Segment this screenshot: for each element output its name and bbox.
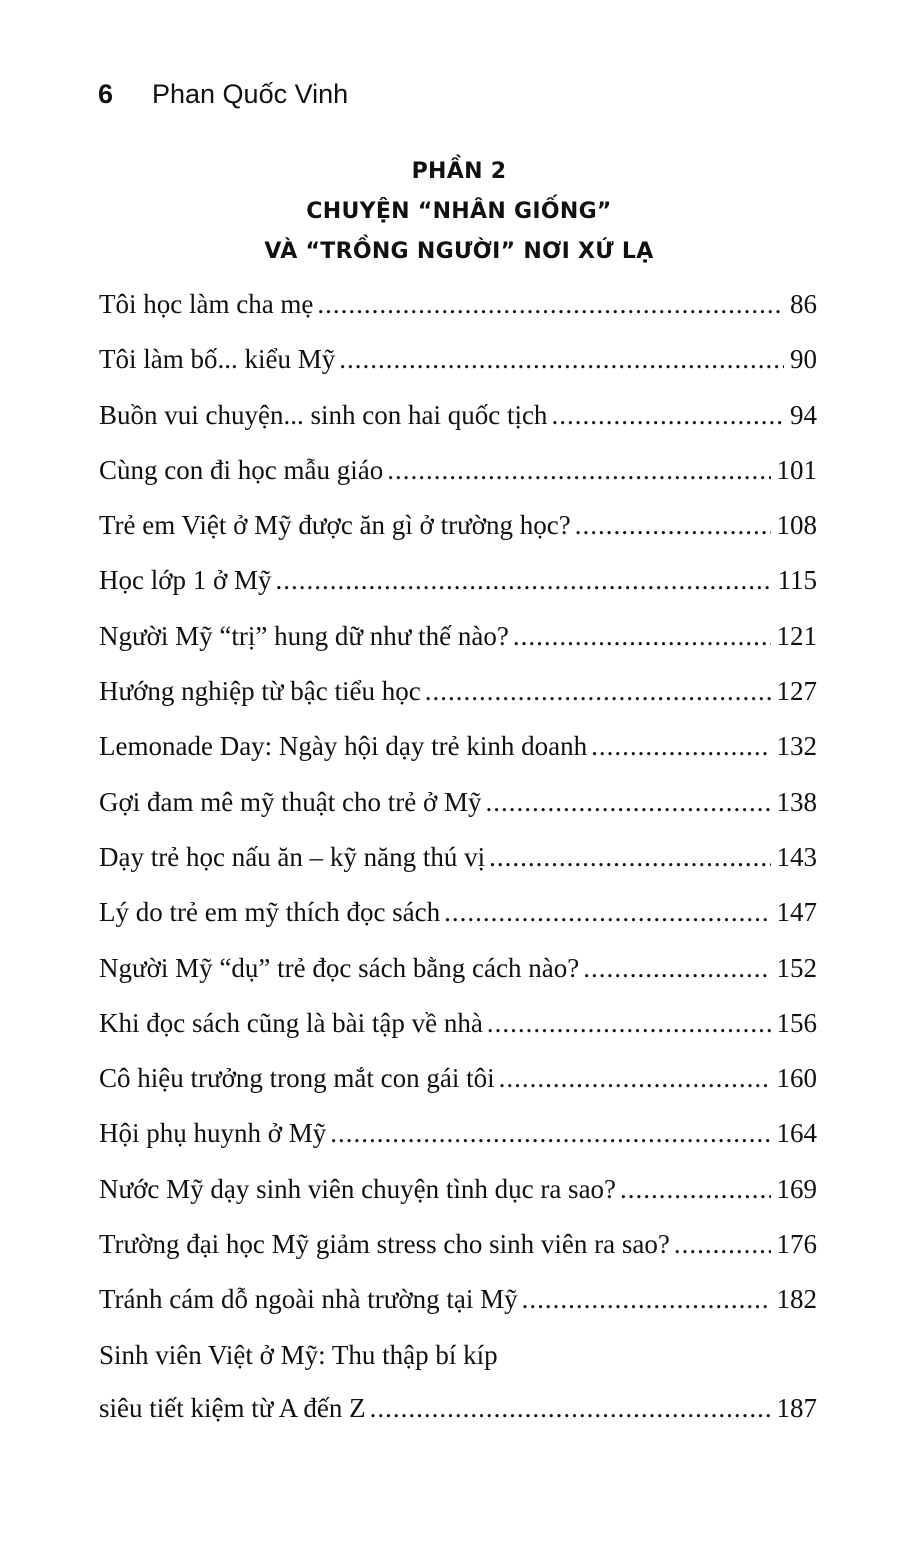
toc-entry-title: Trẻ em Việt ở Mỹ được ăn gì ở trường học?	[99, 510, 571, 541]
toc-entry	[99, 1113, 817, 1168]
dot-leader	[370, 1388, 771, 1428]
toc-entry	[99, 1224, 817, 1279]
toc-entry-title: Dạy trẻ học nấu ăn – kỹ năng thú vị	[99, 841, 486, 872]
toc-entry	[99, 395, 817, 450]
author-name: Phan Quốc Vinh	[152, 79, 349, 109]
running-head	[98, 76, 348, 112]
toc-entry-title: Buồn vui chuyện... sinh con hai quốc tịch	[99, 399, 548, 430]
toc-entry-title: Người Mỹ “dụ” trẻ đọc sách bằng cách nào?	[99, 952, 580, 983]
dot-leader	[387, 450, 770, 490]
dot-leader	[444, 892, 770, 932]
toc-entry-page: 152	[776, 952, 817, 983]
dot-leader	[513, 616, 771, 656]
dot-leader	[591, 726, 770, 766]
toc-entry	[99, 560, 817, 615]
toc-entry-page: 164	[776, 1118, 817, 1149]
toc-entry-page: 127	[776, 676, 817, 707]
dot-leader	[425, 671, 771, 711]
toc-entry	[99, 1279, 817, 1334]
toc-entry-page: 132	[776, 731, 817, 762]
table-of-contents	[99, 284, 817, 1428]
toc-entry-second-line	[99, 1388, 817, 1428]
toc-entry-title: Học lớp 1 ở Mỹ	[99, 565, 272, 596]
toc-entry-page: 147	[776, 897, 817, 928]
toc-entry	[99, 726, 817, 781]
toc-entry	[99, 450, 817, 505]
toc-entry-page: 156	[776, 1007, 817, 1038]
toc-entry-page: 143	[776, 841, 817, 872]
toc-entry-page: 94	[790, 399, 817, 430]
toc-entry-page: 182	[776, 1284, 817, 1315]
dot-leader	[583, 948, 770, 988]
toc-entry-title: Lemonade Day: Ngày hội dạy trẻ kinh doanh	[99, 731, 588, 762]
toc-entry-page: 176	[776, 1229, 817, 1260]
toc-entry-title: Trường đại học Mỹ giảm stress cho sinh viên ra sao?	[99, 1229, 670, 1260]
toc-entry-title: Gợi đam mê mỹ thuật cho trẻ ở Mỹ	[99, 786, 482, 817]
dot-leader	[522, 1279, 771, 1319]
toc-entry	[99, 671, 817, 726]
toc-entry-title: Nước Mỹ dạy sinh viên chuyện tình dục ra sao?	[99, 1173, 617, 1204]
dot-leader	[339, 339, 784, 379]
toc-entry	[99, 1058, 817, 1113]
toc-entry	[99, 782, 817, 837]
part-heading	[0, 152, 918, 272]
toc-entry	[99, 892, 817, 947]
toc-entry-page: 86	[790, 289, 817, 319]
toc-entry-page: 90	[790, 344, 817, 375]
dot-leader	[620, 1169, 770, 1209]
dot-leader	[575, 505, 771, 545]
toc-entry-title-line-2: siêu tiết kiệm từ A đến Z	[99, 1392, 366, 1423]
toc-entry-title: Tôi làm bố... kiểu Mỹ	[99, 344, 336, 375]
toc-entry-page: 121	[776, 620, 817, 651]
dot-leader	[485, 782, 770, 822]
toc-entry-page: 138	[776, 786, 817, 817]
toc-entry	[99, 837, 817, 892]
toc-entry-title: Khi đọc sách cũng là bài tập về nhà	[99, 1007, 483, 1038]
dot-leader	[276, 560, 772, 600]
toc-entry-title: Cô hiệu trưởng trong mắt con gái tôi	[99, 1063, 495, 1094]
toc-entry-page: 101	[776, 454, 817, 485]
toc-entry-title-line-1: Sinh viên Việt ở Mỹ: Thu thập bí kíp	[99, 1339, 498, 1370]
dot-leader	[317, 284, 784, 324]
dot-leader	[330, 1113, 770, 1153]
toc-entry	[99, 948, 817, 1003]
dot-leader	[499, 1058, 771, 1098]
dot-leader	[551, 395, 784, 435]
dot-leader	[489, 837, 770, 877]
toc-entry	[99, 1003, 817, 1058]
toc-entry-title: Người Mỹ “trị” hung dữ như thế nào?	[99, 620, 509, 651]
toc-entry-title: Hướng nghiệp từ bậc tiểu học	[99, 676, 421, 707]
toc-entry-page: 187	[776, 1392, 817, 1423]
part-label: PHẦN 2	[411, 159, 507, 184]
toc-entry	[99, 505, 817, 560]
toc-entry-title: Tránh cám dỗ ngoài nhà trường tại Mỹ	[99, 1284, 518, 1315]
toc-entry	[99, 339, 817, 394]
part-title-line-2: VÀ “TRỒNG NGƯỜI” NƠI XỨ LẠ	[264, 239, 654, 264]
toc-entry-title: Lý do trẻ em mỹ thích đọc sách	[99, 897, 441, 928]
toc-entry-page: 160	[776, 1063, 817, 1094]
toc-entry-page: 169	[776, 1173, 817, 1204]
dot-leader	[487, 1003, 771, 1043]
toc-entry-page: 115	[777, 565, 817, 596]
dot-leader	[674, 1224, 771, 1264]
toc-entry-multiline	[99, 1335, 817, 1428]
toc-entry-title: Tôi học làm cha mẹ	[99, 289, 314, 319]
toc-entry	[99, 1169, 817, 1224]
toc-entry-title: Hội phụ huynh ở Mỹ	[99, 1118, 327, 1149]
toc-entry	[99, 284, 817, 339]
page-number: 6	[98, 79, 114, 109]
toc-entry	[99, 616, 817, 671]
toc-entry-page: 108	[776, 510, 817, 541]
toc-entry-title: Cùng con đi học mẫu giáo	[99, 454, 384, 485]
part-title-line-1: CHUYỆN “NHÂN GIỐNG”	[306, 199, 612, 224]
